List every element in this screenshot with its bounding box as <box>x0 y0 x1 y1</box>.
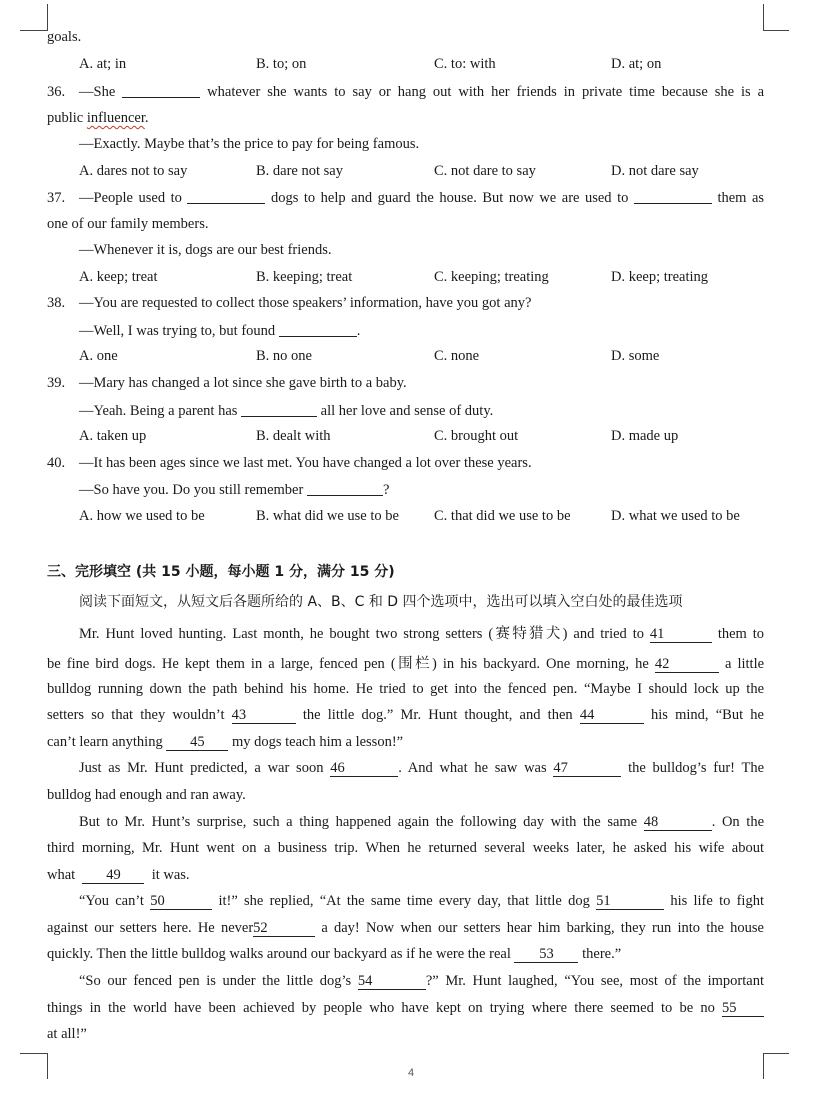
cloze-blank: 42 <box>655 657 719 673</box>
passage-line: quickly. Then the little bulldog walks around our backyard as if he were the real 53 there.” <box>47 946 622 962</box>
question-37: 37. —People used to dogs to help and guard the house. But now we are used to them as <box>47 190 765 206</box>
crop-mark-top-left <box>20 30 48 31</box>
question-38-reply: —Well, I was trying to, but found . <box>79 323 361 339</box>
cloze-blank: 50 <box>150 894 212 910</box>
cloze-blank: 46 <box>330 761 398 777</box>
passage-line: against our setters here. He never52 a day! Now when our setters hear him barking, they run into the house <box>47 920 764 936</box>
option-b: B. to; on <box>256 56 307 72</box>
cloze-blank: 41 <box>650 627 712 643</box>
cloze-blank: 51 <box>596 894 664 910</box>
question-40-reply: —So have you. Do you still remember ? <box>79 482 390 498</box>
passage-line: at all!” <box>47 1026 87 1042</box>
option-b: B. keeping; treat <box>256 269 353 285</box>
option-b: B. what did we use to be <box>256 508 399 524</box>
option-d: D. keep; treating <box>611 269 709 285</box>
option-a: A. taken up <box>79 428 147 444</box>
q39-options <box>79 428 779 448</box>
cloze-blank: 47 <box>553 761 621 777</box>
crop-mark-top-right <box>763 4 764 30</box>
option-a: A. keep; treat <box>79 269 158 285</box>
option-b: B. dare not say <box>256 163 343 179</box>
question-36: 36. —She whatever she wants to say or hang out with her friends in private time because she is a <box>47 84 765 100</box>
cloze-blank: 52 <box>253 921 315 937</box>
answer-blank <box>307 481 383 496</box>
passage-line: “So our fenced pen is under the little dog’s 54 ?” Mr. Hunt laughed, “You see, most of the important <box>79 973 764 989</box>
page-number: 4 <box>407 1067 415 1079</box>
cloze-blank: 44 <box>580 708 644 724</box>
question-36-reply: —Exactly. Maybe that’s the price to pay for being famous. <box>79 136 420 152</box>
question-37-line2: one of our family members. <box>47 216 209 232</box>
passage-line: “You can’t 50 it!” she replied, “At the same time every day, that little dog 51 his life to fight <box>79 893 764 909</box>
answer-blank <box>634 189 712 204</box>
passage-line: things in the world have been achieved by people who have kept on trying where there seemed to be no 55 <box>47 1000 764 1017</box>
option-d: D. some <box>611 348 660 364</box>
cloze-blank: 48 <box>644 815 712 831</box>
answer-blank <box>122 83 200 98</box>
question-37-reply: —Whenever it is, dogs are our best friends. <box>79 242 332 258</box>
passage-line: setters so that they wouldn’t 43 the little dog.” Mr. Hunt thought, and then 44 his mind, “But he <box>47 707 764 723</box>
option-d: D. made up <box>611 428 679 444</box>
question-39-reply: —Yeah. Being a parent has all her love and sense of duty. <box>79 403 494 419</box>
option-c: C. to: with <box>434 56 496 72</box>
q38-options <box>79 348 779 368</box>
crop-mark-bottom-right <box>763 1053 789 1054</box>
section-instruction: 阅读下面短文，从短文后各题所给的 A、B、C 和 D 四个选项中，选出可以填入空白处的最佳选项 <box>79 594 683 610</box>
option-a: A. how we used to be <box>79 508 205 524</box>
passage-line: Just as Mr. Hunt predicted, a war soon 46 . And what he saw was 47 the bulldog’s fur! The <box>79 760 764 776</box>
option-c: C. not dare to say <box>434 163 536 179</box>
crop-mark-top-right <box>763 30 789 31</box>
passage-line: Mr. Hunt loved hunting. Last month, he bought two strong setters (赛特猎犬) and tried to 41 them to <box>79 626 765 642</box>
passage-line: But to Mr. Hunt’s surprise, such a thing happened again the following day with the same 48 . On the <box>79 814 765 830</box>
cloze-blank: 53 <box>514 947 578 963</box>
crop-mark-bottom-left <box>20 1053 48 1054</box>
option-d: D. what we used to be <box>611 508 740 524</box>
q40-options <box>79 508 779 528</box>
option-b: B. no one <box>256 348 312 364</box>
answer-blank <box>187 189 265 204</box>
passage-line: third morning, Mr. Hunt went on a business trip. When he returned several weeks later, he asked his wife about <box>47 840 764 856</box>
passage-line: bulldog running down the path behind his home. He tried to get into the fenced pen. “Maybe I should lock up the <box>47 681 764 697</box>
section-heading: 三、完形填空 (共 15 小题，每小题 1 分，满分 15 分) <box>47 564 395 580</box>
option-c: C. none <box>434 348 480 364</box>
continued-text: goals. <box>47 29 82 45</box>
cloze-blank: 43 <box>232 708 296 724</box>
passage-line: bulldog had enough and ran away. <box>47 787 246 803</box>
cloze-blank: 49 <box>82 868 144 884</box>
option-a: A. one <box>79 348 118 364</box>
q36-options <box>79 163 779 183</box>
question-38: 38. —You are requested to collect those speakers’ information, have you got any? <box>47 295 532 311</box>
option-c: C. keeping; treating <box>434 269 549 285</box>
passage-line: what 49 it was. <box>47 867 190 883</box>
option-d: D. at; on <box>611 56 662 72</box>
option-c: C. brought out <box>434 428 519 444</box>
cloze-blank: 45 <box>166 735 228 751</box>
option-b: B. dealt with <box>256 428 331 444</box>
question-40: 40. —It has been ages since we last met. You have changed a lot over these years. <box>47 455 532 471</box>
question-39: 39. —Mary has changed a lot since she gave birth to a baby. <box>47 375 407 391</box>
cloze-blank: 55 <box>722 1001 764 1017</box>
q35-options <box>79 56 779 76</box>
option-c: C. that did we use to be <box>434 508 571 524</box>
answer-blank <box>241 402 317 417</box>
option-a: A. dares not to say <box>79 163 188 179</box>
crop-mark-top-left <box>47 4 48 30</box>
cloze-blank: 54 <box>358 974 426 990</box>
q37-options <box>79 269 779 289</box>
passage-line: be fine bird dogs. He kept them in a large, fenced pen (围栏) in his backyard. One morning, he 42 a little <box>47 656 765 672</box>
question-36-line2: public influencer. <box>47 110 149 126</box>
passage-line: can’t learn anything 45 my dogs teach him a lesson!” <box>47 734 404 750</box>
option-d: D. not dare say <box>611 163 699 179</box>
option-a: A. at; in <box>79 56 127 72</box>
answer-blank <box>279 322 357 337</box>
